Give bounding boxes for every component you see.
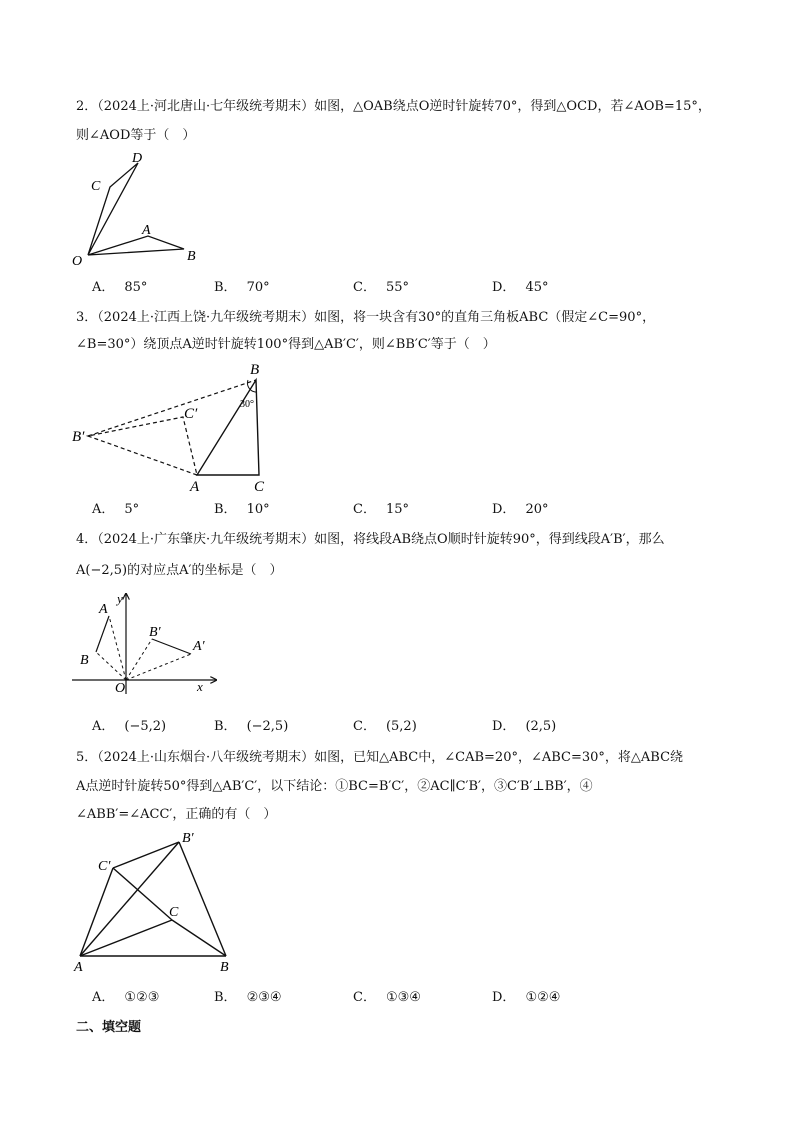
q4-figure [66, 588, 226, 700]
q2-label-b: B [187, 249, 196, 264]
q2-figure [66, 148, 216, 270]
q4-stem-line2: A(−2,5)的对应点A′的坐标是（ ） [76, 563, 283, 578]
q4-dash-ob [96, 652, 126, 680]
q2-option-d[interactable]: D． 45° [492, 280, 549, 295]
q5-stem-line3: ∠ABB′=∠ACC′，正确的有（ ） [76, 807, 277, 822]
q5-option-b[interactable]: B． ②③④ [214, 990, 282, 1005]
q3-triangle-abc [197, 380, 259, 475]
q5-stem-line2: A点逆时针旋转50°得到△AB′C′，以下结论：①BC=B′C′，②AC∥C′B′，③C′B′⊥BB′，④ [76, 779, 593, 794]
q2-option-b[interactable]: B． 70° [214, 280, 270, 295]
q2-stem-line1: 2．（2024上·河北唐山·七年级统考期末）如图，△OAB绕点O逆时针旋转70°，得到△OCD，若∠AOB=15°， [76, 99, 711, 114]
q2-label-a: A [142, 223, 151, 238]
q5-stem-line1: 5．（2024上·山东烟台·八年级统考期末）如图，已知△ABC中，∠CAB=20°，∠ABC=30°，将△ABC绕 [76, 750, 684, 765]
q5-segment-bb1 [179, 842, 226, 956]
q3-option-b[interactable]: B． 10° [214, 502, 270, 517]
q4-label-a1: A′ [193, 639, 205, 654]
q5-label-c: C [169, 905, 179, 920]
q4-dash-ob1 [126, 639, 152, 680]
q5-figure [66, 828, 246, 974]
q3-label-angle: 30° [240, 399, 254, 410]
q2-label-d: D [132, 151, 143, 166]
q4-dash-oa1 [126, 654, 191, 680]
q5-option-a[interactable]: A． ①②③ [92, 990, 160, 1005]
q4-label-o: O [115, 681, 126, 696]
q4-label-x: x [197, 679, 203, 694]
q4-option-a[interactable]: A． (−5,2) [92, 719, 167, 734]
q5-option-c[interactable]: C． ①③④ [353, 990, 421, 1005]
q4-option-c[interactable]: C． (5,2) [353, 719, 417, 734]
q5-segment-b1c1 [113, 842, 179, 868]
q2-label-o: O [72, 254, 83, 269]
q4-segment-ab [96, 616, 109, 652]
q2-option-c[interactable]: C． 55° [353, 280, 409, 295]
q3-stem-line2: ∠B=30°）绕顶点A逆时针旋转100°得到△AB′C′，则∠BB′C′等于（ ） [76, 337, 496, 352]
q5-segment-ac1 [80, 868, 113, 956]
q5-option-d[interactable]: D． ①②④ [492, 990, 561, 1005]
q4-label-b1: B′ [149, 625, 161, 640]
q3-figure [66, 356, 276, 494]
q4-label-y: y [117, 591, 123, 606]
q5-segment-ac [80, 920, 172, 956]
q4-option-d[interactable]: D． (2,5) [492, 719, 557, 734]
q5-label-a: A [74, 960, 83, 974]
q3-triangle-ab1c1 [88, 417, 197, 475]
q3-option-c[interactable]: C． 15° [353, 502, 409, 517]
q3-label-b1: B′ [72, 429, 85, 445]
q4-segment-a1b1 [152, 639, 191, 654]
q3-label-c: C [254, 479, 265, 494]
q2-triangle-oab [88, 236, 184, 255]
q3-label-b: B [250, 362, 260, 378]
q2-stem-line2: 则∠AOD等于（ ） [76, 128, 196, 143]
q5-label-b1: B′ [182, 831, 194, 846]
q5-label-b: B [220, 960, 229, 974]
q3-option-a[interactable]: A． 5° [92, 502, 140, 517]
q4-option-b[interactable]: B． (−2,5) [214, 719, 289, 734]
q3-option-d[interactable]: D． 20° [492, 502, 549, 517]
q5-segment-c1c [113, 868, 172, 920]
q4-label-b: B [80, 653, 89, 668]
q3-label-a: A [190, 479, 200, 494]
q5-label-c1: C′ [98, 859, 111, 874]
q3-label-c1: C′ [184, 406, 198, 422]
q4-dash-oa [109, 616, 126, 680]
q5-segment-ab1 [80, 842, 179, 956]
section-title-fill-in: 二、填空题 [76, 1020, 142, 1035]
q2-label-c: C [91, 179, 101, 194]
q2-option-a[interactable]: A． 85° [92, 280, 148, 295]
q4-label-a: A [99, 602, 108, 617]
q3-segment-bb1 [88, 380, 256, 436]
q3-stem-line1: 3．（2024上·江西上饶·九年级统考期末）如图，将一块含有30°的直角三角板ABC（假定∠C=90°， [76, 310, 656, 325]
q4-stem-line1: 4．（2024上·广东肇庆·九年级统考期末）如图，将线段AB绕点O顺时针旋转90°，得到线段A′B′，那么 [76, 532, 665, 547]
